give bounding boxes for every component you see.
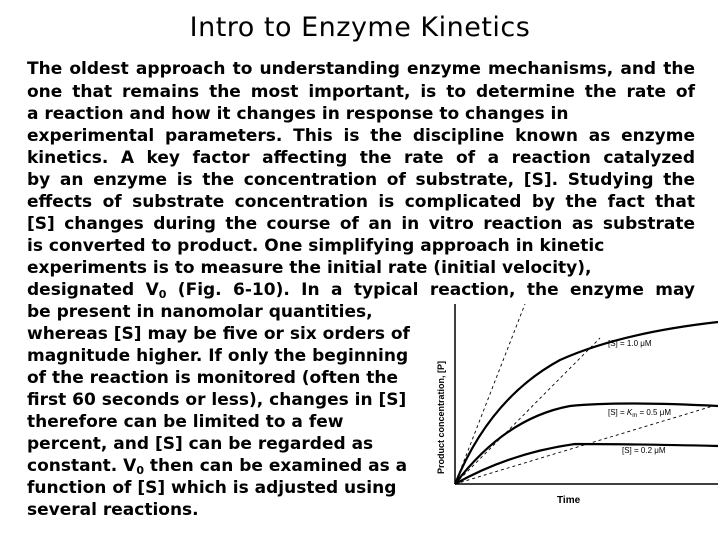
curve-low-substrate <box>455 444 718 484</box>
body-line: magnitude higher. If only the beginning <box>27 346 409 366</box>
curve-label-high: [S] = 1.0 μM <box>608 339 652 348</box>
body-line: is converted to product. One simplifying approach in kinetic <box>27 236 605 256</box>
slide-title: Intro to Enzyme Kinetics <box>189 12 531 43</box>
body-line: therefore can be limited to a few <box>27 412 344 432</box>
curve-label-low: [S] = 0.2 μM <box>622 446 666 455</box>
body-line: first 60 seconds or less), changes in [S] <box>27 390 407 410</box>
body-line: kinetics. A key factor affecting the rate of a reaction catalyzed <box>27 148 695 168</box>
body-line: The oldest approach to understanding enzyme mechanisms, and the <box>27 59 695 79</box>
body-line: by an enzyme is the concentration of substrate, [S]. Studying the <box>27 170 695 190</box>
body-line: experiments is to measure the initial rate (initial velocity), <box>27 258 592 278</box>
body-line: designated $V_0$ (Fig. 6-10). In a typical reaction, the enzyme may <box>27 280 695 301</box>
tangent-line-mid <box>455 338 600 484</box>
body-line: effects of substrate concentration is complicated by the fact that <box>27 192 695 212</box>
y-axis-label: Product concentration, [P] <box>436 360 446 474</box>
curve-label-km: $[S] = K_m = 0.5$ μM <box>608 408 671 419</box>
body-line: percent, and [S] can be regarded as <box>27 434 374 454</box>
body-line: experimental parameters. This is the discipline known as enzyme <box>27 126 695 146</box>
body-line: of the reaction is monitored (often the <box>27 368 399 388</box>
body-line: constant. $V_0$ then can be examined as a <box>27 456 408 477</box>
body-line: one that remains the most important, is to determine the rate of <box>27 82 695 102</box>
body-line: be present in nanomolar quantities, <box>27 302 373 322</box>
body-line: [S] changes during the course of an in vitro reaction as substrate <box>27 214 695 234</box>
curve-high-substrate <box>455 322 718 484</box>
body-line: whereas [S] may be five or six orders of <box>27 324 410 344</box>
body-line: function of [S] which is adjusted using <box>27 478 397 498</box>
x-axis-label: Time <box>557 495 581 506</box>
kinetics-figure <box>430 298 720 520</box>
body-line: a reaction and how it changes in response to changes in <box>27 104 569 124</box>
body-line: several reactions. <box>27 500 199 520</box>
